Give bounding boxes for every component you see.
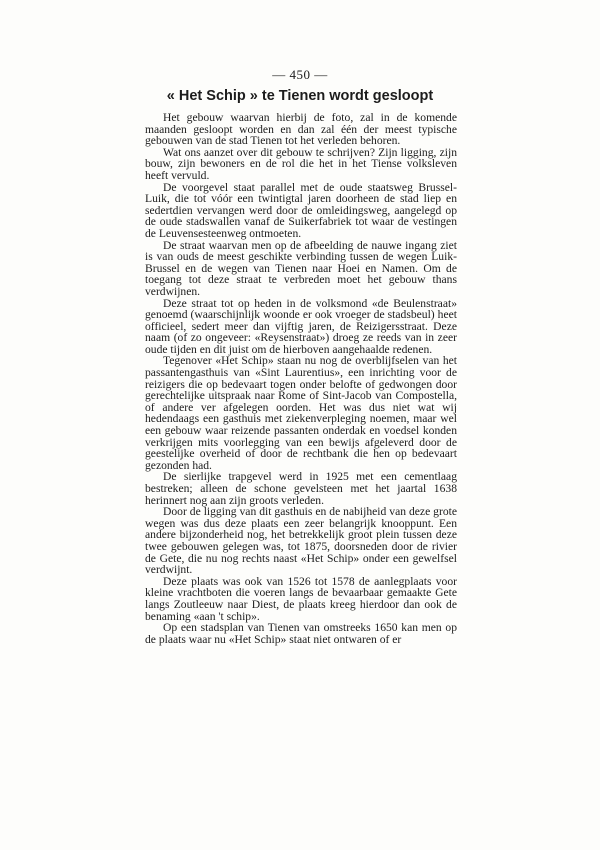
paragraph: De sierlijke trapgevel werd in 1925 met een cementlaag bestreken; alleen de schone gevelsteen met het jaartal 1638 herinnert nog aan zijn groots verleden. [145,470,457,507]
paragraph: Door de ligging van dit gasthuis en de nabijheid van deze grote wegen was dus deze plaats een zeer belangrijk knooppunt. Een andere bijzonderheid nog, het betrekkelijk groot plein tussen deze twee gebouwen gelegen was, tot 1875, doorsneden door de rivier de Gete, die nu nog rechts naast «Het Schip» onder een gewelfsel verdwijnt. [145,505,457,577]
paragraph: Deze plaats was ook van 1526 tot 1578 de aanlegplaats voor kleine vrachtboten die voeren langs de bevaarbaar gemaakte Gete langs Zoutleeuw naar Diest, de plaats kreeg hierdoor dan ook de benaming «aan 't schip». [145,574,457,623]
paragraph: Deze straat tot op heden in de volksmond «de Beulenstraat» genoemd (waarschijnlijk woonde er ook vroeger de stadsbeul) heet officieel, sedert meer dan vijftig jaren, de Reizigersstraat. Deze naam (of zo ongeveer: «Reysenstraat») droeg ze reeds van in zeer oude tijden en dit juist om de hierboven aangehaalde redenen. [145,296,457,356]
paragraph: Tegenover «Het Schip» staan nu nog de overblijfselen van het passantengasthuis van «Sint Laurentius», een inrichting voor de reizigers die op bedevaart togen onder belofte of gedwongen door gerechtelijke uitspraak naar Rome of Sint-Jacob van Compostella, of andere ver afgelegen oorden. Het was dus niet wat wij hedendaags een gasthuis met ziekenverpleging noemen, maar wel een gebouw waar reizende passanten onderdak en voedsel konden verkrijgen mits voorlegging van een bewijs afgeleverd door de geestelijke overheid of door de rechtbank die hen op bedevaart gezonden had. [145,354,457,472]
paragraph: De voorgevel staat parallel met de oude staatsweg Brussel-Luik, die tot vóór een twintigtal jaren doorheen de stad liep en sedertdien vervangen werd door de omleidingsweg, aangelegd op de oude stadswallen vanaf de Suikerfabriek tot waar de vestingen de Leuvensesteenweg ontmoeten. [145,180,457,240]
article-title: « Het Schip » te Tienen wordt gesloopt [166,88,434,104]
paragraph: De straat waarvan men op de afbeelding de nauwe ingang ziet is van ouds de meest geschikte verbinding tussen de wegen Luik-Brussel en de wegen van Tienen naar Hoei en Namen. Om de toegang tot deze straat te verbreden moet het gebouw thans verdwijnen. [145,238,457,298]
paragraph: Het gebouw waarvan hierbij de foto, zal in de komende maanden gesloopt worden en dan zal één der meest typische gebouwen van de stad Tienen tot het verleden behoren. [145,111,457,148]
paragraph: Op een stadsplan van Tienen van omstreeks 1650 kan men op de plaats waar nu «Het Schip» staat niet ontwaren of er [145,621,457,646]
paragraph: Wat ons aanzet over dit gebouw te schrijven? Zijn ligging, zijn bouw, zijn bewoners en de rol die het in het Tiense volksleven heeft vervuld. [145,145,457,182]
page-number: — 450 — [272,67,328,82]
article-body [145,112,457,645]
